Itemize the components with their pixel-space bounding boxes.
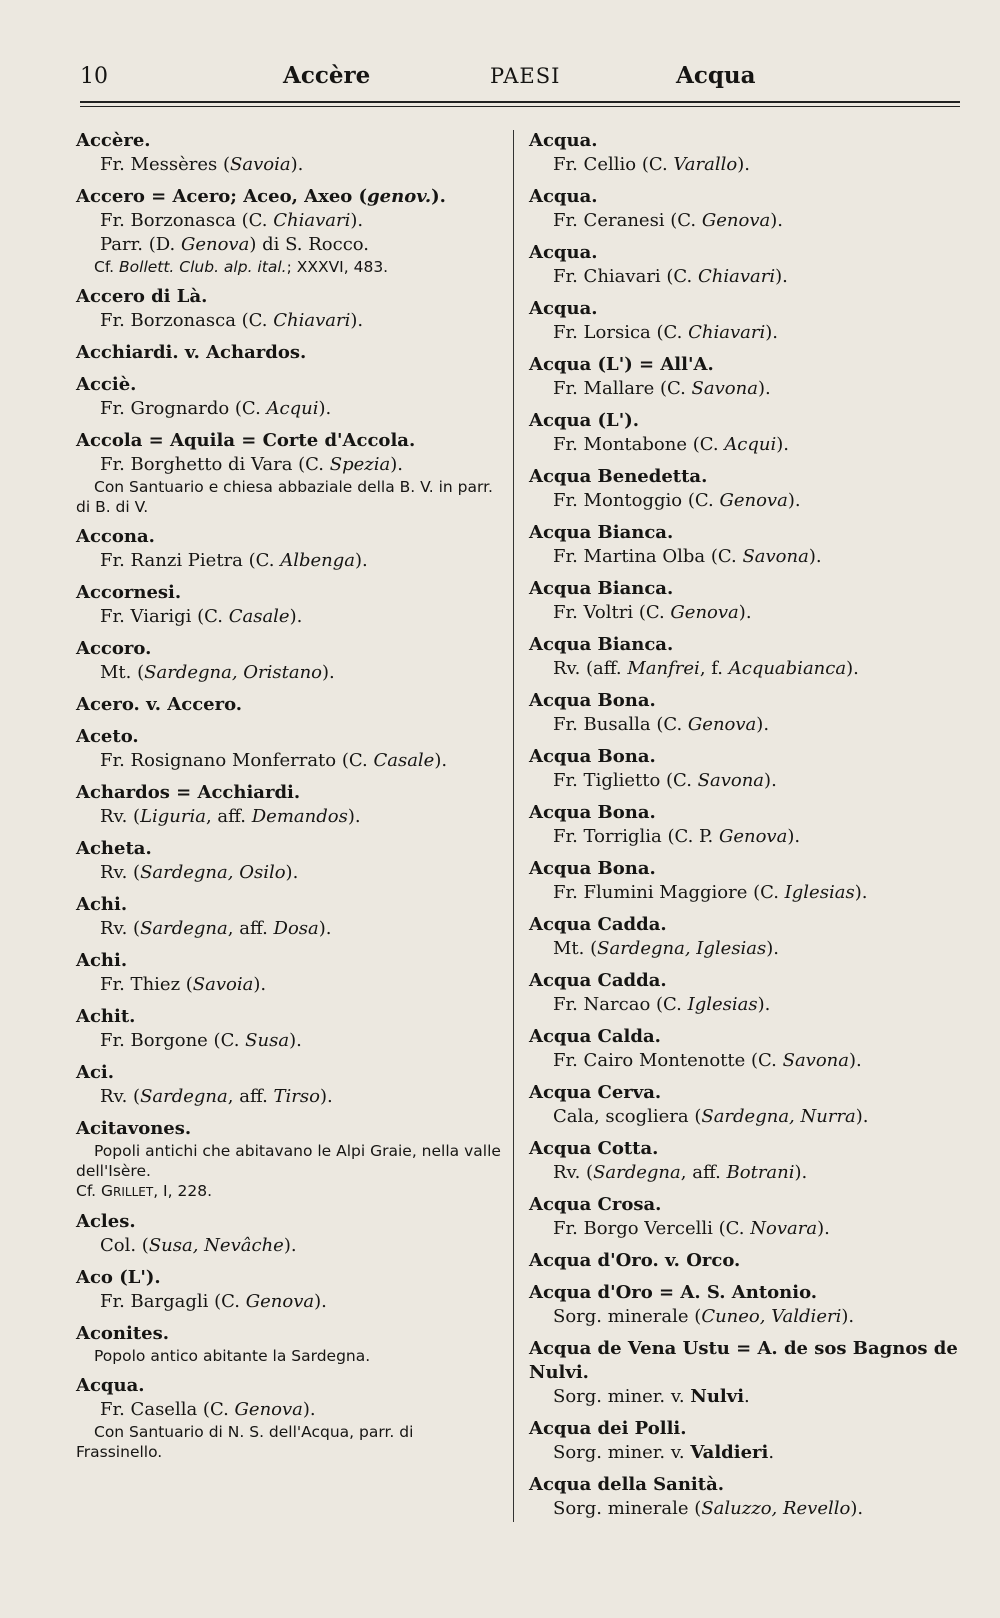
entry-line: Fr. Narcao (C. Iglesias). [553,994,771,1015]
dictionary-entry [76,129,502,177]
entry-headword: Accornesi. [76,582,182,603]
entry-headword: Acqua Cadda. [529,970,667,991]
dictionary-entry [529,1025,959,1073]
entry-line: Fr. Borgo Vercelli (C. Novara). [553,1218,830,1239]
entry-line: Sorg. minerale (Saluzzo, Revello). [553,1498,864,1519]
entry-headword: Aci. [76,1062,115,1083]
header-right-word: Acqua [676,62,756,89]
dictionary-entry [76,1374,502,1462]
dictionary-entry [529,1473,959,1521]
entry-line: Rv. (Sardegna, Osilo). [100,862,299,883]
entry-line: Fr. Tiglietto (C. Savona). [553,770,777,791]
dictionary-entry [529,913,959,961]
dictionary-entry [529,185,959,233]
dictionary-entry [529,409,959,457]
dictionary-entry [529,297,959,345]
entry-line: Rv. (Liguria, aff. Demandos). [100,806,361,827]
dictionary-entry [529,1417,959,1465]
entry-line: Fr. Messères (Savoia). [100,154,304,175]
dictionary-entry [76,341,502,365]
entry-headword: Acero. v. Accero. [76,694,243,715]
entry-headword: Acciè. [76,374,137,395]
dictionary-entry [76,1266,502,1314]
entry-line: Cala, scogliera (Sardegna, Nurra). [553,1106,869,1127]
entry-headword: Accona. [76,526,155,547]
entry-note: Cf. Bollett. Club. alp. ital.; XXXVI, 483. [94,258,389,276]
entry-headword: Achi. [76,894,128,915]
entry-note: Con Santuario e chiesa abbaziale della B. V. in parr. di B. di V. [76,478,493,516]
dictionary-entry [529,689,959,737]
entry-headword: Acchiardi. v. Achardos. [76,342,307,363]
entry-headword: Accero di Là. [76,286,208,307]
dictionary-entry [529,577,959,625]
dictionary-entry [76,1061,502,1109]
dictionary-entry [76,725,502,773]
entry-headword: Aco (L'). [76,1267,161,1288]
entry-headword: Acqua Bianca. [529,578,674,599]
entry-line: Fr. Thiez (Savoia). [100,974,267,995]
entry-headword: Achit. [76,1006,136,1027]
dictionary-entry [76,429,502,517]
entry-line: Fr. Chiavari (C. Chiavari). [553,266,788,287]
dictionary-entry [529,353,959,401]
dictionary-entry [76,893,502,941]
entry-note: Con Santuario di N. S. dell'Acqua, parr. di Frassinello. [76,1423,414,1461]
entry-line: Fr. Ranzi Pietra (C. Albenga). [100,550,368,571]
entry-line: Fr. Grognardo (C. Acqui). [100,398,332,419]
header-center-word: PAESI [490,64,561,88]
dictionary-entry [529,633,959,681]
dictionary-entry [76,949,502,997]
entry-headword: Acles. [76,1211,136,1232]
dictionary-entry [76,285,502,333]
entry-headword: Achi. [76,950,128,971]
dictionary-entry [76,581,502,629]
entry-headword: Acqua Calda. [529,1026,661,1047]
entry-line: Fr. Viarigi (C. Casale). [100,606,303,627]
entry-line: Fr. Martina Olba (C. Savona). [553,546,822,567]
entry-line: Col. (Susa, Nevâche). [100,1235,297,1256]
entry-line: Fr. Cairo Montenotte (C. Savona). [553,1050,862,1071]
dictionary-entry [76,1322,502,1366]
header-rule-thin [80,106,960,107]
dictionary-entry [76,693,502,717]
entry-headword: Acqua Bona. [529,690,656,711]
dictionary-entry [529,1249,959,1273]
dictionary-entry [76,185,502,277]
right-column [529,129,959,1529]
entry-headword: Acqua Bona. [529,858,656,879]
entry-headword: Acqua Bianca. [529,522,674,543]
entry-headword: Acqua Cerva. [529,1082,662,1103]
entry-line: Fr. Montabone (C. Acqui). [553,434,790,455]
entry-headword: Acqua della Sanità. [529,1474,725,1495]
entry-headword: Acqua de Vena Ustu = A. de sos Bagnos de Nulvi. [529,1338,958,1383]
entry-line: Fr. Rosignano Monferrato (C. Casale). [100,750,448,771]
entry-headword: Acheta. [76,838,152,859]
entry-headword: Acqua Cotta. [529,1138,659,1159]
dictionary-entry [529,521,959,569]
entry-line: Fr. Torriglia (C. P. Genova). [553,826,801,847]
entry-headword: Acqua Bona. [529,802,656,823]
entry-line: Fr. Flumini Maggiore (C. Iglesias). [553,882,868,903]
dictionary-entry [529,801,959,849]
entry-headword: Acqua d'Oro. v. Orco. [529,1250,741,1271]
entry-headword: Acqua Benedetta. [529,466,708,487]
entry-line: Fr. Borzonasca (C. Chiavari). [100,210,364,231]
entry-headword: Accero = Acero; Aceo, Axeo (genov.). [76,186,446,207]
entry-headword: Acqua dei Polli. [529,1418,687,1439]
dictionary-entry [76,1117,502,1202]
left-column [76,129,502,1470]
entry-headword: Aconites. [76,1323,170,1344]
entry-line: Fr. Busalla (C. Genova). [553,714,770,735]
entry-headword: Acqua Bona. [529,746,656,767]
dictionary-entry [76,781,502,829]
entry-line: Parr. (D. Genova) di S. Rocco. [100,234,370,255]
entry-headword: Acitavones. [76,1118,192,1139]
dictionary-entry [529,1281,959,1329]
dictionary-entry [76,1210,502,1258]
dictionary-entry [529,241,959,289]
dictionary-entry [529,857,959,905]
entry-headword: Acqua d'Oro = A. S. Antonio. [529,1282,818,1303]
entry-headword: Acqua (L'). [529,410,639,431]
entry-line: Fr. Montoggio (C. Genova). [553,490,801,511]
entry-line: Fr. Voltri (C. Genova). [553,602,752,623]
dictionary-entry [76,373,502,421]
entry-note: Popolo antico abitante la Sardegna. [94,1347,371,1365]
entry-headword: Acqua Crosa. [529,1194,662,1215]
dictionary-entry [529,1337,959,1409]
entry-line: Fr. Bargagli (C. Genova). [100,1291,327,1312]
entry-headword: Acqua. [529,242,598,263]
dictionary-entry [529,1137,959,1185]
dictionary-entry [76,525,502,573]
dictionary-entry [76,837,502,885]
entry-line: Sorg. miner. v. Nulvi. [553,1386,750,1407]
entry-line: Sorg. miner. v. Valdieri. [553,1442,775,1463]
entry-line: Fr. Borgone (C. Susa). [100,1030,302,1051]
entry-line: Fr. Mallare (C. Savona). [553,378,771,399]
header-rule [80,101,960,103]
dictionary-entry [529,1193,959,1241]
entry-line: Mt. (Sardegna, Iglesias). [553,938,780,959]
dictionary-entry [529,129,959,177]
entry-headword: Aceto. [76,726,139,747]
entry-line: Fr. Casella (C. Genova). [100,1399,316,1420]
header-left-word: Accère [283,62,371,89]
column-divider [513,130,514,1522]
entry-line: Fr. Cellio (C. Varallo). [553,154,750,175]
dictionary-entry [529,969,959,1017]
entry-headword: Acqua Cadda. [529,914,667,935]
entry-line: Fr. Ceranesi (C. Genova). [553,210,784,231]
entry-line: Rv. (Sardegna, aff. Botrani). [553,1162,808,1183]
dictionary-entry [76,637,502,685]
entry-headword: Acqua. [529,130,598,151]
entry-headword: Achardos = Acchiardi. [76,782,301,803]
dictionary-entry [529,1081,959,1129]
entry-line: Fr. Lorsica (C. Chiavari). [553,322,778,343]
entry-line: Fr. Borzonasca (C. Chiavari). [100,310,364,331]
dictionary-entry [76,1005,502,1053]
entry-line: Fr. Borghetto di Vara (C. Spezia). [100,454,403,475]
entry-headword: Acqua. [529,298,598,319]
entry-headword: Accola = Aquila = Corte d'Accola. [76,430,416,451]
dictionary-entry [529,745,959,793]
entry-note: Popoli antichi che abitavano le Alpi Graie, nella valle dell'Isère. Cf. GRILLET, I, 228. [76,1142,501,1200]
page-number: 10 [80,64,108,89]
entry-line: Rv. (Sardegna, aff. Dosa). [100,918,332,939]
entry-headword: Acqua Bianca. [529,634,674,655]
entry-line: Rv. (Sardegna, aff. Tirso). [100,1086,333,1107]
entry-headword: Acqua. [529,186,598,207]
entry-headword: Acqua. [76,1375,145,1396]
entry-headword: Acqua (L') = All'A. [529,354,714,375]
entry-headword: Accère. [76,130,151,151]
entry-line: Mt. (Sardegna, Oristano). [100,662,335,683]
entry-headword: Accoro. [76,638,152,659]
running-header [80,60,960,100]
entry-line: Sorg. minerale (Cuneo, Valdieri). [553,1306,855,1327]
dictionary-entry [529,465,959,513]
entry-line: Rv. (aff. Manfrei, f. Acquabianca). [553,658,859,679]
